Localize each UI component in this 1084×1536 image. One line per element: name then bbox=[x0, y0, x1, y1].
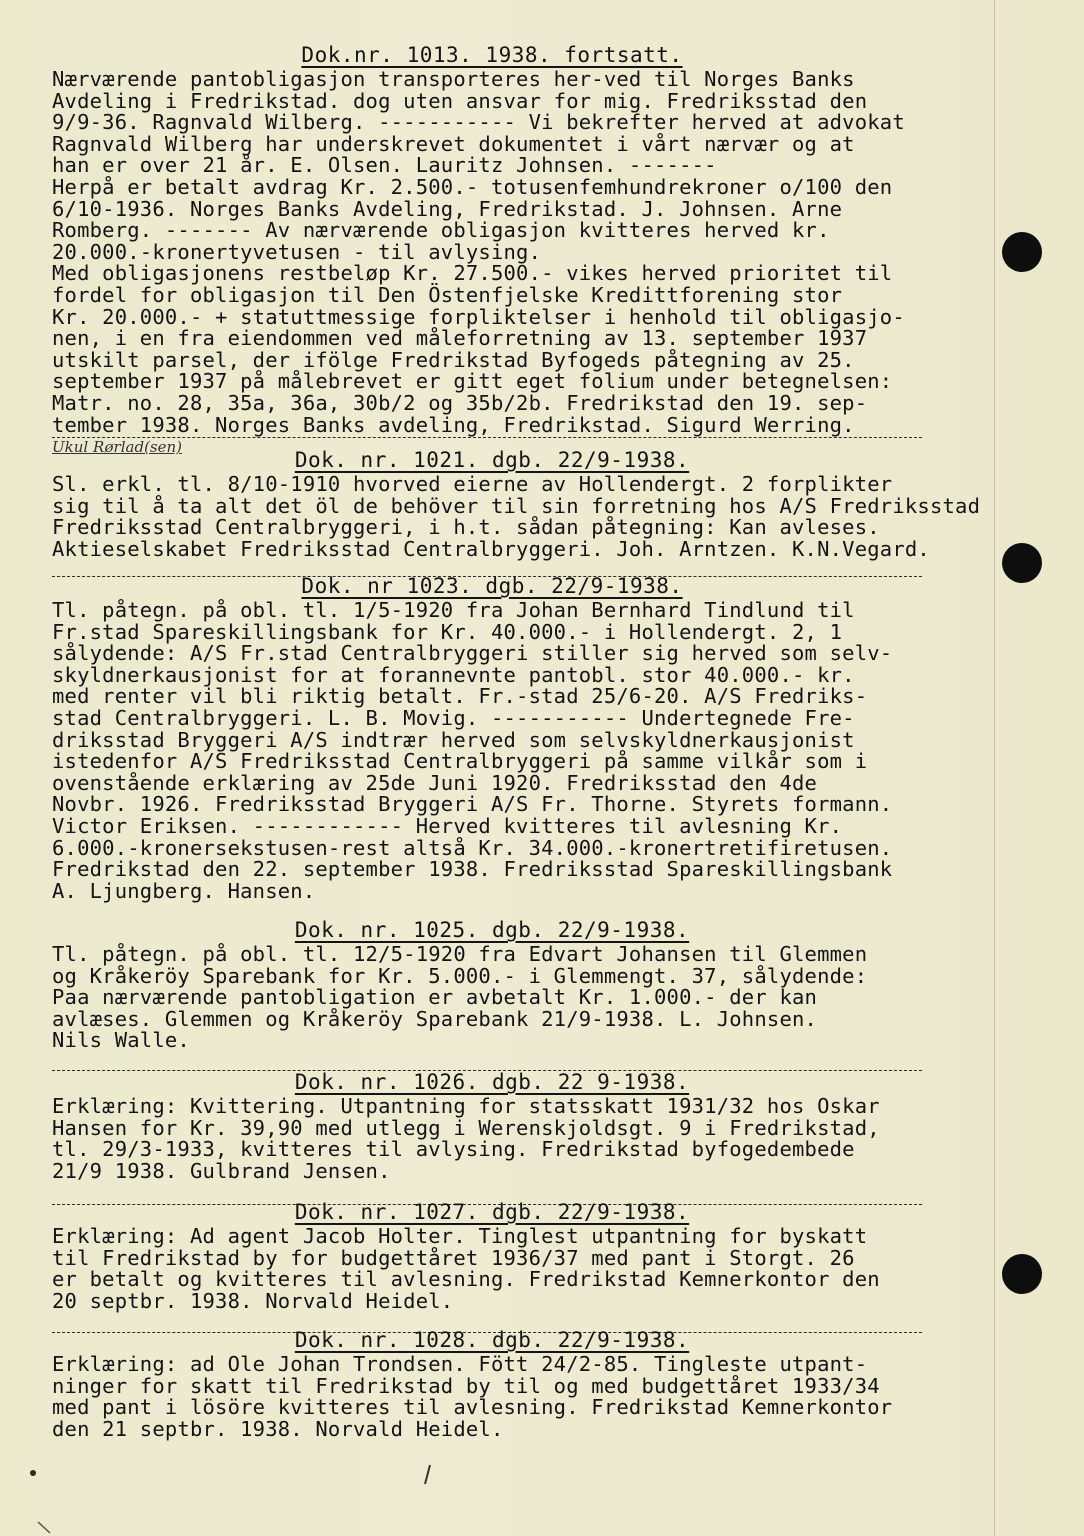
text-line: utskilt parsel, der ifölge Fredrikstad Byfogeds påtegning av 25. bbox=[52, 347, 855, 372]
punch-hole bbox=[1002, 543, 1042, 583]
text-line: A. Ljungberg. Hansen. bbox=[52, 878, 316, 903]
handwritten-signature: Ukul Rørlad(sen) bbox=[52, 438, 183, 457]
text-line: 20 septbr. 1938. Norvald Heidel. bbox=[52, 1288, 454, 1313]
text-line: Herpå er betalt avdrag Kr. 2.500.- totusenfemhundrekroner o/100 den bbox=[52, 174, 893, 199]
text-line: han er over 21 år. E. Olsen. Lauritz Johnsen. ------- bbox=[52, 153, 717, 178]
text-line: Avdeling i Fredrikstad. dog uten ansvar for mig. Fredriksstad den bbox=[52, 88, 868, 113]
text-line: skyldnerkausjonist for at forannevnte pantobl. stor 40.000.- kr. bbox=[52, 662, 855, 687]
text-line: Romberg. ------- Av nærværende obligasjon kvitteres herved kr. bbox=[52, 218, 830, 243]
pencil-tick-mark bbox=[418, 1462, 438, 1488]
text-line: nen, i en fra eiendommen ved måleforretning av 13. september 1937 bbox=[52, 326, 868, 351]
entry-heading: Dok. nr. 1021. dgb. 22/9-1938. bbox=[294, 448, 690, 472]
text-line: 21/9 1938. Gulbrand Jensen. bbox=[52, 1158, 391, 1183]
pencil-slash-mark bbox=[36, 1520, 56, 1536]
punch-hole bbox=[1002, 232, 1042, 272]
text-line: Aktieselskabet Fredriksstad Centralbryggeri. Joh. Arntzen. K.N.Vegard. bbox=[52, 536, 930, 561]
text-line: Victor Eriksen. ------------ Herved kvitteres til avlesning Kr. bbox=[52, 813, 843, 838]
text-line: med pant i lösöre kvitteres til avlesning. Fredrikstad Kemnerkontor bbox=[52, 1395, 893, 1420]
entry-heading: Dok. nr. 1027. dgb. 22/9-1938. bbox=[294, 1200, 690, 1224]
text-line: Nærværende pantobligasjon transporteres her-ved til Norges Banks bbox=[52, 67, 855, 91]
text-line: Matr. no. 28, 35a, 36a, 30b/2 og 35b/2b. Fredrikstad den 19. sep- bbox=[52, 390, 868, 415]
text-line: istedenfor A/S Fredriksstad Centralbryggeri på samme vilkår som i bbox=[52, 749, 868, 774]
text-line: driksstad Bryggeri A/S indtrær herved som selvskyldnerkausjonist bbox=[52, 727, 855, 752]
text-line: avlæses. Glemmen og Kråkeröy Sparebank 21/9-1938. L. Johnsen. bbox=[52, 1006, 818, 1031]
text-line: Med obligasjonens restbeløp Kr. 27.500.- vikes herved prioritet til bbox=[52, 261, 893, 286]
text-line: 6/10-1936. Norges Banks Avdeling, Fredrikstad. J. Johnsen. Arne bbox=[52, 196, 843, 221]
text-line: Sl. erkl. tl. 8/10-1910 hvorved eierne av Hollendergt. 2 forplikter bbox=[52, 472, 893, 496]
text-line: 20.000.-kronertyvetusen - til avlysing. bbox=[52, 239, 542, 264]
entry-heading: Dok.nr. 1013. 1938. fortsatt. bbox=[301, 43, 683, 67]
text-line: Erklæring: Ad agent Jacob Holter. Tinglest utpantning for byskatt bbox=[52, 1224, 868, 1248]
text-line: Erklæring: Kvittering. Utpantning for statsskatt 1931/32 hos Oskar bbox=[52, 1094, 880, 1118]
text-line: Hansen for Kr. 39,90 med utlegg i Werenskjoldsgt. 9 i Fredrikstad, bbox=[52, 1115, 880, 1140]
margin-rule bbox=[994, 0, 995, 1536]
text-line: Tl. påtegn. på obl. tl. 1/5-1920 fra Johan Bernhard Tindlund til bbox=[52, 598, 855, 622]
entry-heading: Dok. nr 1023. dgb. 22/9-1938. bbox=[301, 574, 683, 598]
text-line: Ragnvald Wilberg har underskrevet dokumentet i vårt nærvær og at bbox=[52, 131, 855, 156]
document-entry-1028 bbox=[52, 1328, 932, 1440]
entry-heading: Dok. nr. 1026. dgb. 22 9-1938. bbox=[294, 1070, 690, 1094]
text-line: Novbr. 1926. Fredriksstad Bryggeri A/S Fr. Thorne. Styrets formann. bbox=[52, 792, 893, 817]
ink-dot-mark bbox=[25, 1465, 45, 1485]
text-line: september 1937 på målebrevet er gitt eget folium under betegnelsen: bbox=[52, 369, 893, 394]
text-line: Erklæring: ad Ole Johan Trondsen. Fött 24/2-85. Tingleste utpant- bbox=[52, 1352, 868, 1376]
text-line: Tl. påtegn. på obl. tl. 12/5-1920 fra Edvart Johansen til Glemmen bbox=[52, 942, 868, 966]
text-line: til Fredrikstad by for budgettåret 1936/37 med pant i Storgt. 26 bbox=[52, 1245, 855, 1270]
document-entry-1013 bbox=[52, 43, 932, 456]
text-line: ovenstående erklæring av 25de Juni 1920. Fredriksstad den 4de bbox=[52, 770, 818, 795]
text-line: med renter vil bli riktig betalt. Fr.-stad 25/6-20. A/S Fredriks- bbox=[52, 684, 868, 709]
entry-heading: Dok. nr. 1028. dgb. 22/9-1938. bbox=[294, 1328, 690, 1352]
document-entry-1026 bbox=[52, 1070, 932, 1182]
text-line: tember 1938. Norges Banks avdeling, Fredrikstad. Sigurd Werring. bbox=[52, 412, 855, 437]
text-line: sig til å ta alt det öl de behöver til sin forretning hos A/S Fredriksstad bbox=[52, 493, 981, 518]
text-line: Fredriksstad Centralbryggeri, i h.t. sådan påtegning: Kan avleses. bbox=[52, 515, 880, 540]
text-line: sålydende: A/S Fr.stad Centralbryggeri stiller sig herved som selv- bbox=[52, 641, 893, 666]
text-line: Fredrikstad den 22. september 1938. Fredriksstad Spareskillingsbank bbox=[52, 857, 893, 882]
text-line: fordel for obligasjon til Den Östenfjelske Kredittforening stor bbox=[52, 282, 843, 307]
text-line: den 21 septbr. 1938. Norvald Heidel. bbox=[52, 1416, 504, 1441]
text-line: stad Centralbryggeri. L. B. Movig. ----------- Undertegnede Fre- bbox=[52, 705, 855, 730]
text-line: Paa nærværende pantobligation er avbetalt Kr. 1.000.- der kan bbox=[52, 985, 818, 1010]
document-entry-1021 bbox=[52, 448, 981, 561]
text-line: 9/9-36. Ragnvald Wilberg. ----------- Vi bekrefter herved at advokat bbox=[52, 110, 905, 135]
document-entry-1025 bbox=[52, 918, 932, 1052]
document-entry-1023 bbox=[52, 574, 932, 902]
punch-hole bbox=[1002, 1254, 1042, 1294]
text-line: Kr. 20.000.- + statuttmessige forpliktelser i henhold til obligasjo- bbox=[52, 304, 905, 329]
text-line: tl. 29/3-1933, kvitteres til avlysing. Fredrikstad byfogedembede bbox=[52, 1137, 855, 1162]
text-line: og Kråkeröy Sparebank for Kr. 5.000.- i Glemmengt. 37, sålydende: bbox=[52, 963, 868, 988]
text-line: ninger for skatt til Fredrikstad by til og med budgettåret 1933/34 bbox=[52, 1373, 880, 1398]
text-line: Nils Walle. bbox=[52, 1028, 190, 1053]
section-divider bbox=[52, 437, 922, 438]
entry-heading: Dok. nr. 1025. dgb. 22/9-1938. bbox=[294, 918, 690, 942]
text-line: Fr.stad Spareskillingsbank for Kr. 40.000.- i Hollendergt. 2, 1 bbox=[52, 619, 843, 644]
text-line: er betalt og kvitteres til avlesning. Fredrikstad Kemnerkontor den bbox=[52, 1267, 880, 1292]
document-entry-1027 bbox=[52, 1200, 932, 1312]
text-line: 6.000.-kronersekstusen-rest altså Kr. 34.000.-kronertretifiretusen. bbox=[52, 835, 893, 860]
